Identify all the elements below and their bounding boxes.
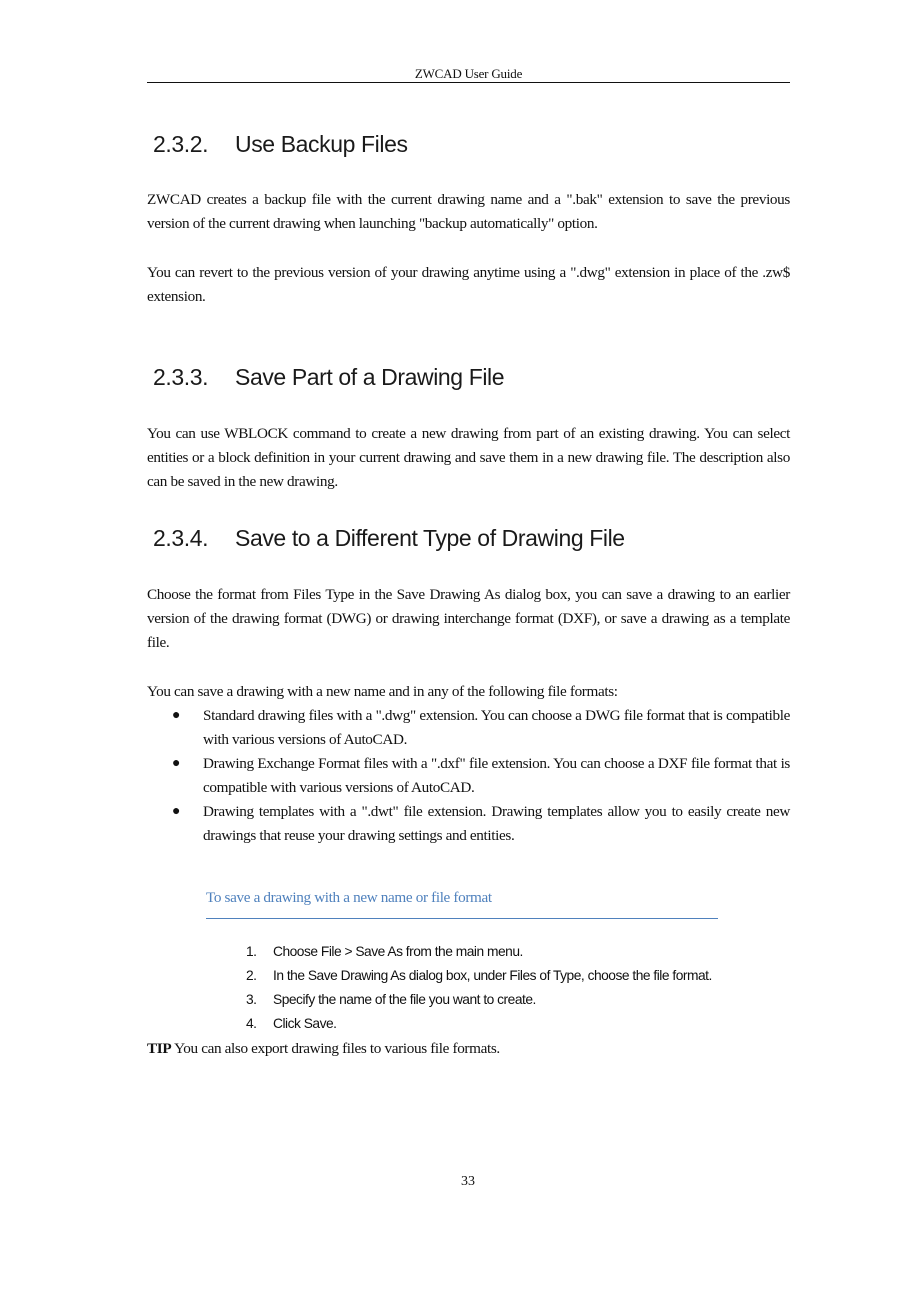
section-number: 2.3.3. bbox=[153, 364, 209, 390]
step-text: Specify the name of the file you want to create. bbox=[273, 992, 536, 1007]
bullet-icon: ● bbox=[172, 804, 181, 819]
section-number: 2.3.4. bbox=[153, 525, 209, 551]
section-number: 2.3.2. bbox=[153, 131, 209, 157]
header-divider bbox=[147, 82, 790, 83]
section-title: Use Backup Files bbox=[235, 131, 408, 157]
section-title: Save Part of a Drawing File bbox=[235, 364, 505, 390]
paragraph: You can revert to the previous version of your drawing anytime using a ".dwg" extension in place of the .zw$ extension. bbox=[147, 264, 790, 305]
procedure-divider bbox=[206, 918, 718, 919]
list-item bbox=[147, 752, 790, 800]
step-number: 2. bbox=[246, 968, 257, 983]
procedure-step bbox=[246, 964, 712, 988]
file-format-list bbox=[147, 704, 790, 848]
section-heading-2-3-4 bbox=[153, 525, 625, 552]
list-item-text: Standard drawing files with a ".dwg" extension. You can choose a DWG file format that is compatible with various versions of AutoCAD. bbox=[203, 707, 790, 748]
step-text: Choose File > Save As from the main menu. bbox=[273, 944, 523, 959]
paragraph: You can use WBLOCK command to create a new drawing from part of an existing drawing. You can select entities or a block definition in your current drawing and save them in a new drawing file. The description also can be saved in the new drawing. bbox=[147, 425, 790, 490]
tip-note bbox=[147, 1037, 500, 1061]
paragraph: Choose the format from Files Type in the Save Drawing As dialog box, you can save a drawing to an earlier version of the drawing format (DWG) or drawing interchange format (DXF), or save a drawing as a template file. bbox=[147, 586, 790, 651]
step-number: 4. bbox=[246, 1016, 257, 1031]
procedure-step bbox=[246, 988, 712, 1012]
step-text: In the Save Drawing As dialog box, under Files of Type, choose the file format. bbox=[273, 968, 712, 983]
step-number: 1. bbox=[246, 944, 257, 959]
bullet-icon: ● bbox=[172, 708, 181, 723]
step-text: Click Save. bbox=[273, 1016, 337, 1031]
section-title: Save to a Different Type of Drawing File bbox=[235, 525, 625, 551]
tip-label: TIP bbox=[147, 1040, 172, 1057]
tip-text: You can also export drawing files to various file formats. bbox=[171, 1040, 500, 1057]
procedure-title: To save a drawing with a new name or file format bbox=[206, 889, 492, 906]
paragraph: You can save a drawing with a new name and in any of the following file formats: bbox=[147, 683, 618, 700]
list-item-text: Drawing templates with a ".dwt" file extension. Drawing templates allow you to easily create new drawings that reuse your drawing settings and entities. bbox=[203, 803, 790, 844]
procedure-step bbox=[246, 940, 712, 964]
paragraph: ZWCAD creates a backup file with the current drawing name and a ".bak" extension to save the previous version of the current drawing when launching "backup automatically" option. bbox=[147, 191, 790, 232]
step-number: 3. bbox=[246, 992, 257, 1007]
page-number: 33 bbox=[461, 1174, 475, 1189]
list-item bbox=[147, 704, 790, 752]
procedure-steps bbox=[246, 940, 712, 1036]
section-heading-2-3-3 bbox=[153, 364, 504, 391]
section-heading-2-3-2 bbox=[153, 131, 408, 158]
bullet-icon: ● bbox=[172, 756, 181, 771]
procedure-step bbox=[246, 1012, 712, 1036]
list-item bbox=[147, 800, 790, 848]
list-item-text: Drawing Exchange Format files with a ".dxf" file extension. You can choose a DXF file format that is compatible with various versions of AutoCAD. bbox=[203, 755, 790, 796]
running-header: ZWCAD User Guide bbox=[414, 66, 523, 81]
